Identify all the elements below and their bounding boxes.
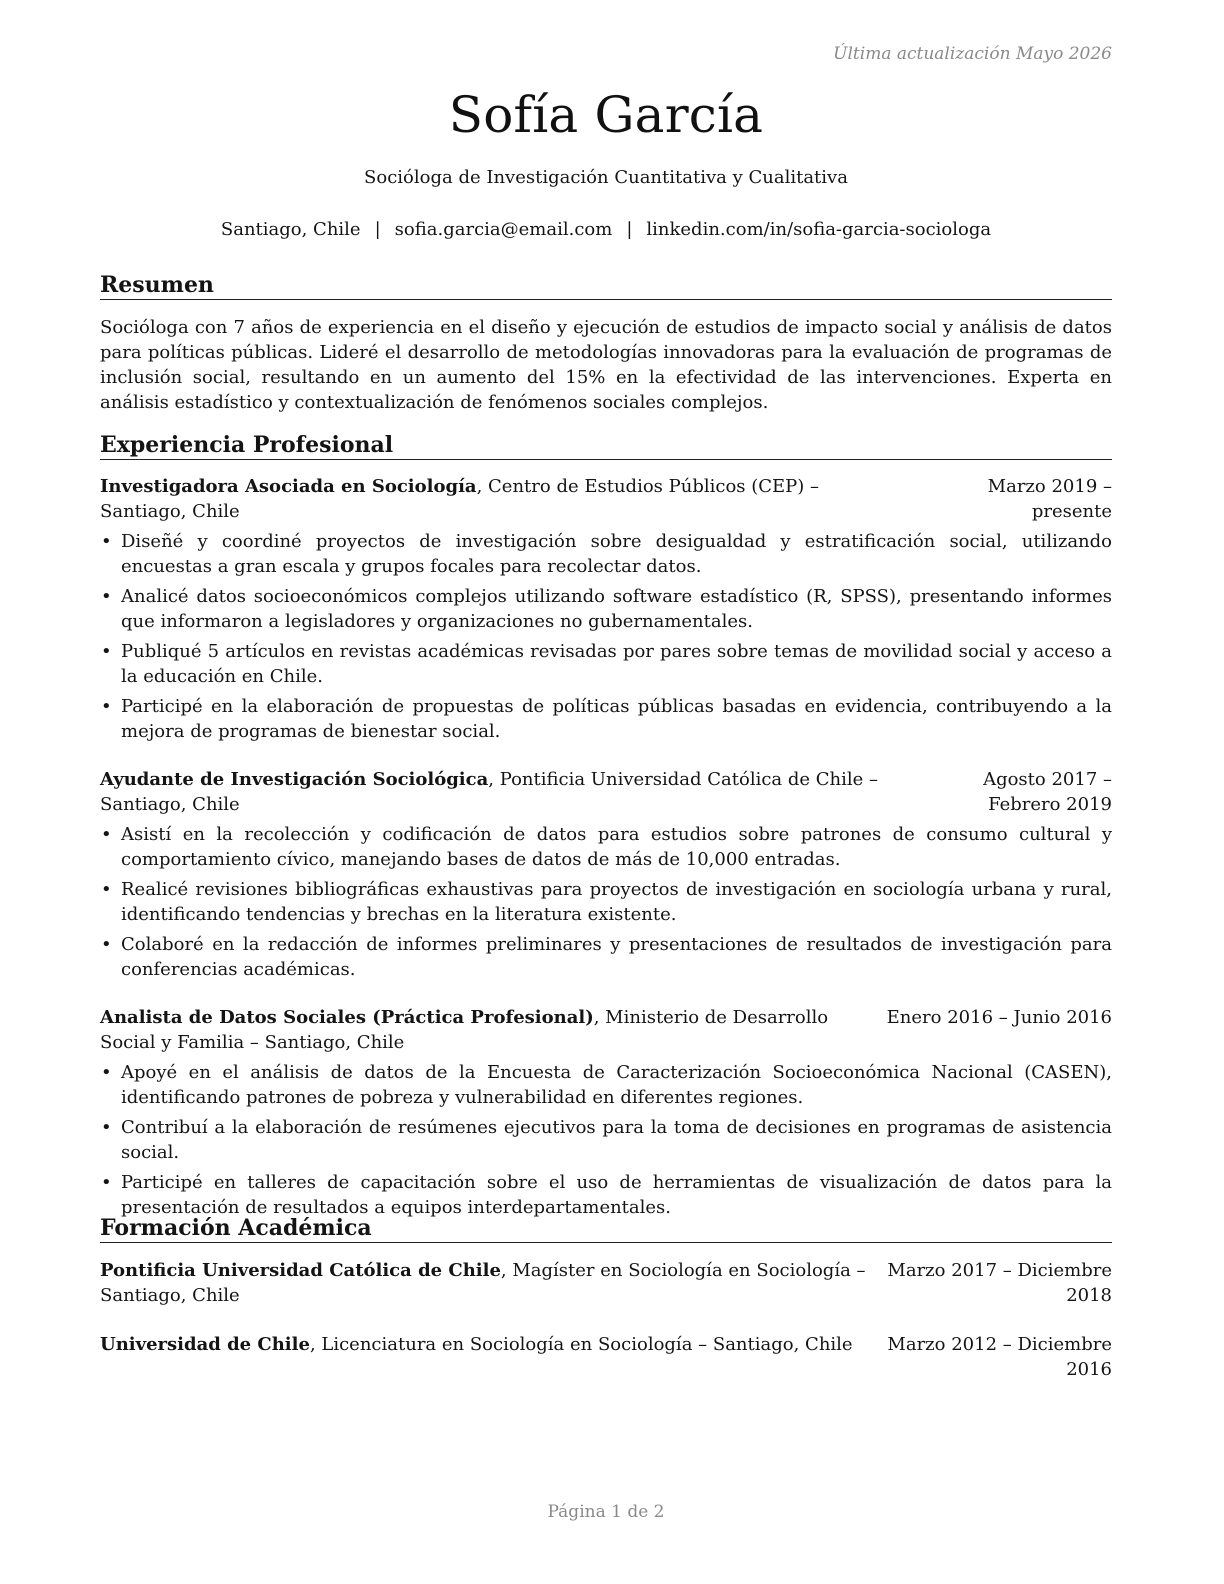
bullet-icon: • <box>101 1062 112 1083</box>
bullet-icon: • <box>101 824 112 845</box>
job-bullets <box>100 822 1112 987</box>
bullet-icon: • <box>101 531 112 552</box>
list-item <box>100 822 1112 872</box>
page-number: Página 1 de 2 <box>547 1502 665 1522</box>
summary-text: Socióloga con 7 años de experiencia en el diseño y ejecución de estudios de impacto social y análisis de datos para políticas públicas. Lideré el desarrollo de metodologías innovadoras para la evaluación de programas de inclusión social, resultando en un aumento del 15% en la efectividad de las intervenciones. Experta en análisis estadístico y contextualización de fenómenos sociales complejos. <box>100 317 1112 413</box>
education-date: Marzo 2012 – Diciembre 2016 <box>887 1334 1112 1380</box>
bullet-text: Colaboré en la redacción de informes preliminares y presentaciones de resultados de investigación para conferencias académicas. <box>121 934 1112 980</box>
candidate-subtitle: Socióloga de Investigación Cuantitativa y Cualitativa <box>364 167 848 188</box>
section-title-education: Formación Académica <box>100 1214 1112 1243</box>
bullet-icon: • <box>101 934 112 955</box>
bullet-text: Analicé datos socioeconómicos complejos utilizando software estadístico (R, SPSS), presentando informes que informaron a legisladores y organizaciones no gubernamentales. <box>121 586 1112 632</box>
contact-separator: | <box>626 219 633 240</box>
bullet-text: Contribuí a la elaboración de resúmenes ejecutivos para la toma de decisiones en programas de asistencia social. <box>121 1117 1112 1163</box>
job-org: , Ministerio de Desarrollo Social y Familia – Santiago, Chile <box>100 1007 829 1053</box>
education-school: Universidad de Chile <box>100 1334 310 1355</box>
job-date: Marzo 2019 – presente <box>987 476 1112 522</box>
bullet-icon: • <box>101 879 112 900</box>
section-title-experience: Experiencia Profesional <box>100 431 1112 460</box>
list-item <box>100 1170 1112 1220</box>
education-date: Marzo 2017 – Diciembre 2018 <box>887 1260 1112 1306</box>
education-item <box>100 1258 1112 1308</box>
bullet-text: Realicé revisiones bibliográficas exhaustivas para proyectos de investigación en sociología urbana y rural, identificando tendencias y brechas en la literatura existente. <box>121 879 1112 925</box>
contact-email[interactable]: sofia.garcia@email.com <box>394 219 613 240</box>
education-school: Pontificia Universidad Católica de Chile <box>100 1260 501 1281</box>
job-bullets <box>100 529 1112 749</box>
bullet-icon: • <box>101 696 112 717</box>
bullet-icon: • <box>101 1172 112 1193</box>
list-item <box>100 584 1112 634</box>
job-role: Ayudante de Investigación Sociológica <box>100 769 489 790</box>
section-title-summary: Resumen <box>100 271 1112 300</box>
job-date: Agosto 2017 – Febrero 2019 <box>983 769 1112 815</box>
bullet-text: Participé en la elaboración de propuestas de políticas públicas basadas en evidencia, contribuyendo a la mejora de programas de bienestar social. <box>121 696 1112 742</box>
bullet-icon: • <box>101 641 112 662</box>
bullet-text: Apoyé en el análisis de datos de la Encuesta de Caracterización Socioeconómica Nacional (CASEN), identificando patrones de pobreza y vulnerabilidad en diferentes regiones. <box>121 1062 1112 1108</box>
bullet-text: Participé en talleres de capacitación sobre el uso de herramientas de visualización de datos para la presentación de resultados a equipos interdepartamentales. <box>121 1172 1112 1218</box>
contact-separator: | <box>374 219 381 240</box>
list-item <box>100 694 1112 744</box>
job-role: Investigadora Asociada en Sociología <box>100 476 477 497</box>
job-org: , Pontificia Universidad Católica de Chile – Santiago, Chile <box>100 769 879 815</box>
list-item <box>100 932 1112 982</box>
education-item <box>100 1332 1112 1382</box>
list-item <box>100 1060 1112 1110</box>
list-item <box>100 529 1112 579</box>
bullet-icon: • <box>101 1117 112 1138</box>
bullet-icon: • <box>101 586 112 607</box>
job-header <box>100 474 1112 524</box>
job-date: Enero 2016 – Junio 2016 <box>886 1007 1112 1028</box>
bullet-text: Diseñé y coordiné proyectos de investigación sobre desigualdad y estratificación social, utilizando encuestas a gran escala y grupos focales para recolectar datos. <box>121 531 1112 577</box>
last-updated: Última actualización Mayo 2026 <box>833 44 1112 64</box>
job-bullets <box>100 1060 1112 1225</box>
job-header <box>100 767 1112 817</box>
bullet-text: Publiqué 5 artículos en revistas académicas revisadas por pares sobre temas de movilidad social y acceso a la educación en Chile. <box>121 641 1112 687</box>
contact-location: Santiago, Chile <box>220 219 361 240</box>
contact-linkedin[interactable]: linkedin.com/in/sofia-garcia-sociologa <box>646 219 992 240</box>
education-degree: , Magíster en Sociología en Sociología – Santiago, Chile <box>100 1260 866 1306</box>
education-degree: , Licenciatura en Sociología en Sociología – Santiago, Chile <box>309 1334 853 1355</box>
job-org: , Centro de Estudios Públicos (CEP) – Santiago, Chile <box>100 476 820 522</box>
list-item <box>100 639 1112 689</box>
job-role: Analista de Datos Sociales (Práctica Profesional) <box>100 1007 594 1028</box>
job-header <box>100 1005 1112 1055</box>
list-item <box>100 1115 1112 1165</box>
list-item <box>100 877 1112 927</box>
resume-page <box>100 0 1112 1584</box>
candidate-name: Sofía García <box>448 86 764 144</box>
contact-line <box>100 219 1112 240</box>
bullet-text: Asistí en la recolección y codificación de datos para estudios sobre patrones de consumo cultural y comportamiento cívico, manejando bases de datos de más de 10,000 entradas. <box>121 824 1112 870</box>
